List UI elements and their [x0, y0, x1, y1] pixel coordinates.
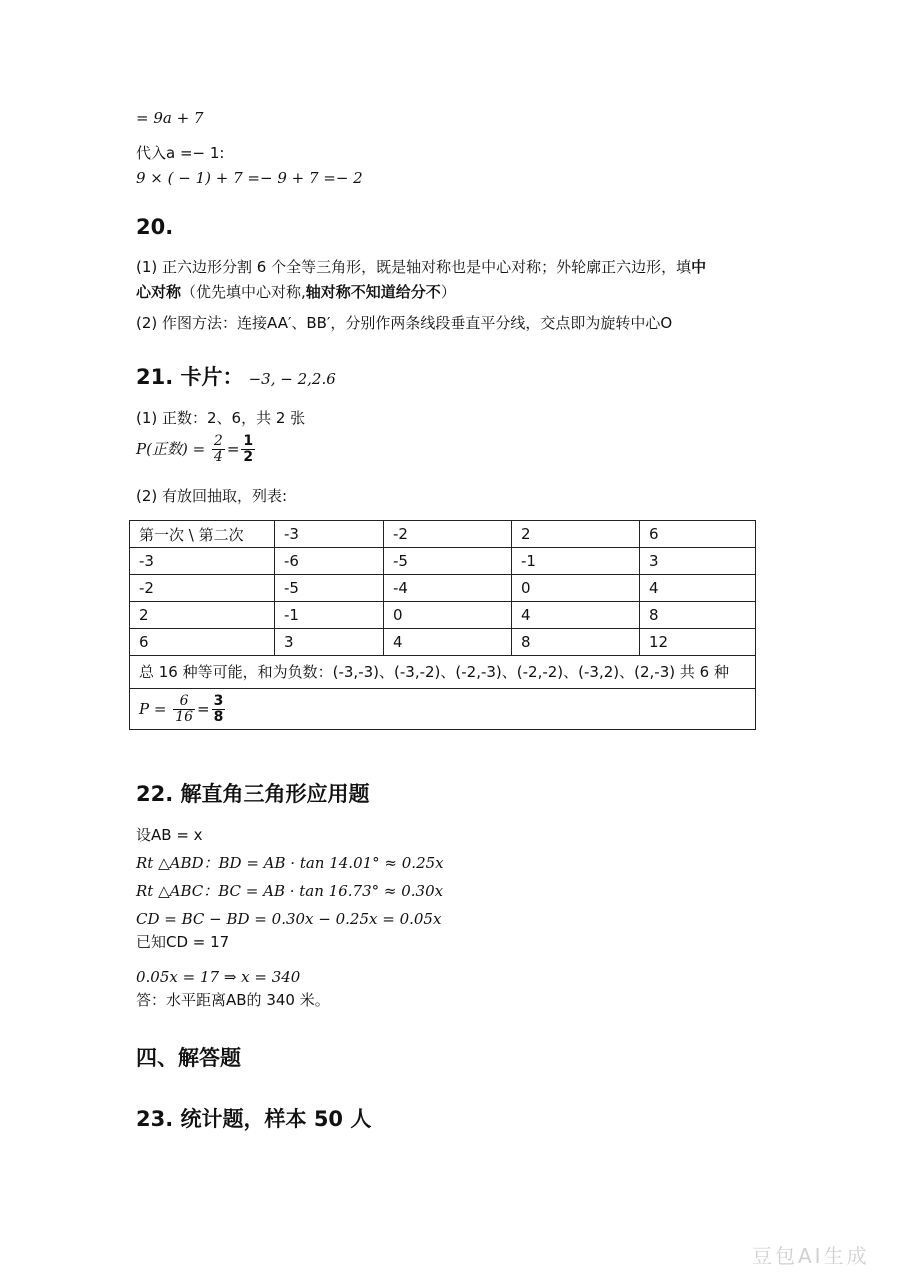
- table-cell: 0: [384, 602, 512, 629]
- table-cell: -5: [384, 548, 512, 575]
- q21-heading: 21. 卡片：: [136, 365, 244, 389]
- table-row: [130, 575, 756, 602]
- table-row: [130, 629, 756, 656]
- table-cell: 第一次 \ 第二次: [130, 521, 275, 548]
- final-frac-2-num: 3: [213, 692, 224, 709]
- table-cell: 8: [640, 602, 756, 629]
- q22-line-6: 0.05x = 17 ⇒ x = 340: [136, 968, 301, 986]
- q20-p1-line1: [136, 257, 706, 277]
- algebra-line-1: = 9a + 7: [136, 109, 204, 127]
- section-4-heading: 四、解答题: [136, 1046, 241, 1070]
- table-summary-cell: 总 16 种等可能，和为负数：(-3,-3)、(-3,-2)、(-2,-3)、(-2,-2)、(-3,2)、(2,-3) 共 6 种: [130, 656, 756, 689]
- table-cell: -2: [130, 575, 275, 602]
- q20-note-close: ）: [440, 283, 456, 301]
- table-cell: 3: [275, 629, 384, 656]
- table-header-row: [130, 521, 756, 548]
- q21-cards: −3, − 2,2.6: [248, 370, 336, 388]
- watermark: 豆包AI生成: [752, 1244, 870, 1268]
- q21-frac-2-den: 2: [243, 449, 254, 465]
- q21-frac-2: [241, 434, 255, 465]
- table-cell: 3: [640, 548, 756, 575]
- q20-heading: 20.: [136, 215, 174, 239]
- q21-prob-lhs: P(正数) =: [136, 440, 206, 458]
- table-cell: -4: [384, 575, 512, 602]
- q20-note-bold: 轴对称不知道给分不: [305, 283, 441, 301]
- table-cell: -5: [275, 575, 384, 602]
- table-cell: 2: [130, 602, 275, 629]
- q20-p1-line2: [136, 282, 456, 302]
- table-cell: 8: [512, 629, 640, 656]
- q20-p1-bold-start: 中: [691, 258, 707, 276]
- table-final-cell: P = $\frac{6}{16}$ = $\frac{3}{8}$: [130, 689, 756, 730]
- table-cell: -6: [275, 548, 384, 575]
- table-cell: -1: [512, 548, 640, 575]
- q20-p2: (2) 作图方法：连接AA′、BB′，分别作两条线段垂直平分线，交点即为旋转中心O: [136, 314, 673, 332]
- q22-heading: 22. 解直角三角形应用题: [136, 782, 370, 806]
- result-line: 9 × ( − 1) + 7 =− 9 + 7 =− 2: [136, 169, 363, 187]
- substitute-line: 代入a =− 1:: [136, 144, 225, 162]
- table-row: [130, 602, 756, 629]
- q21-p1: (1) 正数：2、6，共 2 张: [136, 409, 306, 427]
- q22-line-5: 已知CD = 17: [136, 933, 230, 951]
- q21-frac-1-num: 2: [213, 433, 223, 449]
- table-cell: 6: [130, 629, 275, 656]
- q22-line-1: 设AB = x: [136, 826, 203, 844]
- final-prob-lhs: P =: [139, 699, 167, 718]
- q21-heading-row: [136, 364, 336, 390]
- final-frac-1-den: 16: [175, 708, 194, 725]
- final-frac-1-num: 6: [173, 694, 195, 710]
- q21-frac-2-num: 1: [243, 433, 254, 449]
- table-cell: -3: [275, 521, 384, 548]
- table-cell: 4: [640, 575, 756, 602]
- q20-note-open: （优先填中心对称,: [181, 283, 306, 301]
- table-cell: 4: [384, 629, 512, 656]
- q22-line-3: Rt △ABC：BC = AB · tan 16.73° ≈ 0.30x: [136, 882, 444, 900]
- final-frac-2-den: 8: [213, 708, 224, 725]
- q20-p1-text: (1) 正六边形分割 6 个全等三角形，既是轴对称也是中心对称；外轮廓正六边形，填: [136, 258, 692, 276]
- q22-line-4: CD = BC − BD = 0.30x − 0.25x = 0.05x: [136, 910, 442, 928]
- final-frac-2: [212, 694, 226, 725]
- table-summary-row: [130, 656, 756, 689]
- table-cell: 4: [512, 602, 640, 629]
- q22-line-2: Rt △ABD：BD = AB · tan 14.01° ≈ 0.25x: [136, 854, 444, 872]
- q20-answer: 心对称: [136, 283, 182, 301]
- q21-frac-1-den: 4: [213, 449, 223, 465]
- final-frac-1: [173, 694, 195, 725]
- table-cell: 12: [640, 629, 756, 656]
- q21-p2: (2) 有放回抽取，列表:: [136, 487, 288, 505]
- table-cell: -1: [275, 602, 384, 629]
- table-final-row: [130, 689, 756, 730]
- q21-frac-1: [212, 434, 225, 465]
- q22-answer: 答：水平距离AB的 340 米。: [136, 991, 330, 1009]
- table-cell: -3: [130, 548, 275, 575]
- table-cell: 6: [640, 521, 756, 548]
- table-row: [130, 548, 756, 575]
- table-cell: 0: [512, 575, 640, 602]
- table-cell: 2: [512, 521, 640, 548]
- table-cell: -2: [384, 521, 512, 548]
- sum-table: [129, 520, 756, 730]
- q23-heading: 23. 统计题，样本 50 人: [136, 1107, 372, 1131]
- q21-probability: P(正数) = $\frac{2}{4}$ = $\frac{1}{2}$: [136, 433, 254, 465]
